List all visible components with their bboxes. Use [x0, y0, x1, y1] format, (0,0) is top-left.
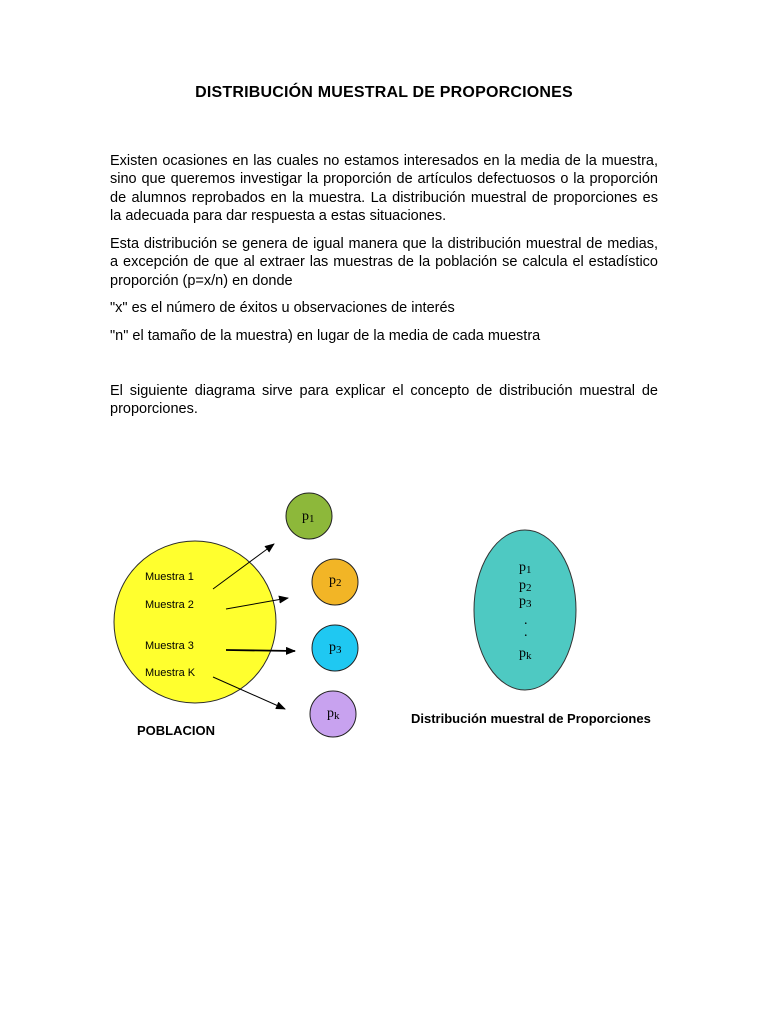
- p2-label: p2: [329, 573, 342, 589]
- paragraph-2: Esta distribución se genera de igual manera que la distribución muestral de medias, a excepción de que al extraer las muestras de la población se calcula el estadístico proporción (p=x/n) en donde: [110, 236, 658, 289]
- dist-p3-label: p3: [519, 594, 532, 610]
- paragraph-4: "n" el tamaño de la muestra) en lugar de la media de cada muestra: [110, 328, 541, 344]
- p3-label: p3: [329, 640, 342, 656]
- paragraph-5: El siguiente diagrama sirve para explicar el concepto de distribución muestral de proporciones.: [110, 383, 658, 418]
- population-label: POBLACION: [137, 723, 215, 738]
- document-title: DISTRIBUCIÓN MUESTRAL DE PROPORCIONES: [195, 84, 573, 101]
- distribution-caption: Distribución muestral de Proporciones: [411, 711, 651, 726]
- pk-label: pk: [327, 706, 340, 722]
- paragraph-3: "x" es el número de éxitos u observaciones de interés: [110, 300, 455, 316]
- dist-dot-1: .: [524, 613, 528, 628]
- dist-p1-label: p1: [519, 560, 532, 576]
- dist-pk-label: pk: [519, 646, 532, 662]
- sample-3-label: Muestra 3: [145, 640, 194, 652]
- paragraph-1: Existen ocasiones en las cuales no estamos interesados en la media de la muestra, sino que queremos investigar la proporción de artículos defectuosos o la proporción de alumnos reprobados en la muestra. La distribución muestral de proporciones es la adecuada para dar respuesta a estas situaciones.: [110, 153, 658, 224]
- dist-dot-2: .: [524, 625, 528, 640]
- sample-1-label: Muestra 1: [145, 571, 194, 583]
- p1-label: p1: [302, 509, 315, 525]
- arrow-sample-3: [226, 650, 295, 651]
- sample-2-label: Muestra 2: [145, 599, 194, 611]
- dist-p2-label: p2: [519, 578, 532, 594]
- sample-k-label: Muestra K: [145, 667, 196, 679]
- distribution-ellipse: [474, 530, 576, 690]
